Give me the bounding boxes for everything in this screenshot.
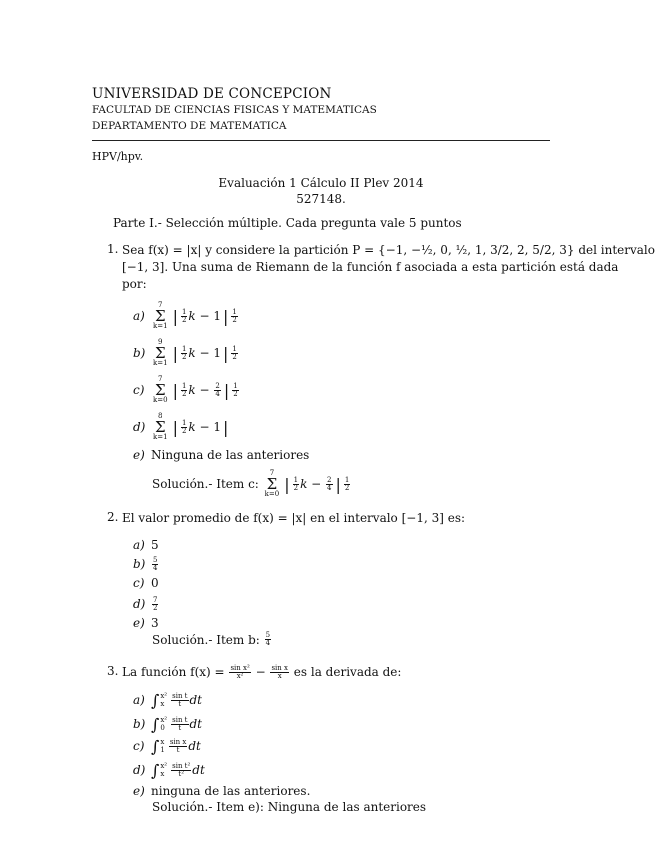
q3-option-e	[133, 781, 310, 801]
section-heading: Parte I.- Selección múltiple. Cada pregunta vale 5 puntos	[113, 216, 462, 230]
q3-number: 3.	[107, 664, 119, 678]
q2-text: El valor promedio de f(x) = |x| en el intervalo [−1, 3] es:	[122, 511, 466, 525]
exam-code: 527148.	[296, 192, 346, 206]
q3-text: La función f(x) = $\frac{\text{sin x²}}{\text{x²}}$ − $\frac{\text{sin x}}{x}$ es la derivada de:	[122, 664, 402, 680]
option-label: b)	[133, 346, 146, 360]
q2-number: 2.	[107, 510, 119, 524]
exam-title: Evaluación 1 Cálculo II Plev 2014	[218, 176, 424, 190]
q2-option-a-value: 5	[151, 538, 159, 552]
q1-number: 1.	[107, 242, 119, 256]
q2-option-c-value: 0	[151, 576, 159, 590]
q2-option-a	[133, 535, 159, 555]
option-label: c)	[133, 739, 145, 753]
q2-option-b: b) $\frac{5}{4}$	[133, 555, 158, 572]
q1-option-e-text: Ninguna de las anteriores	[151, 448, 310, 462]
q1-line1: Sea f(x) = |x| y considere la partición P = {−1, −½, 0, ½, 1, 3/2, 2, 5/2, 3} del intervalo	[122, 243, 655, 257]
q2-option-c	[133, 573, 159, 593]
q1-option-a: a) 7 Σ k=1 | $\frac{1}{2}$ k − 1 | $\frac{1}{2}$	[133, 301, 237, 330]
option-label: a)	[133, 309, 145, 323]
option-label: c)	[133, 576, 145, 590]
header-rule	[92, 140, 550, 141]
q2-option-d: d) $\frac{7}{2}$	[133, 595, 158, 612]
q3-solution: Solución.- Item e): Ninguna de las anteriores	[152, 800, 427, 814]
option-label: d)	[133, 420, 146, 434]
department-name: DEPARTAMENTO DE MATEMATICA	[92, 120, 287, 132]
option-label: c)	[133, 383, 145, 397]
q1-solution-label: Solución.- Item c:	[152, 477, 259, 491]
q3-option-c: c) ∫ x 1 $\frac{\text{sin x}}{t}$ dt	[133, 736, 201, 756]
option-label: e)	[133, 784, 145, 798]
q3-option-a: a) ∫ x² x $\frac{\text{sin t}}{t}$ dt	[133, 690, 203, 710]
faculty-name: FACULTAD DE CIENCIAS FISICAS Y MATEMATICAS	[92, 104, 377, 116]
option-label: e)	[133, 616, 145, 630]
option-label: b)	[133, 717, 146, 731]
option-label: a)	[133, 693, 145, 707]
option-label: e)	[133, 448, 145, 462]
q2-solution: Solución.- Item b: $\frac{5}{4}$	[152, 631, 271, 647]
option-label: a)	[133, 538, 145, 552]
q1-line2: [−1, 3]. Una suma de Riemann de la función f asociada a esta partición está dada	[122, 260, 619, 274]
q1-option-c: c) 7 Σ k=0 | $\frac{1}{2}$ k − $\frac{2}{4}$ | $\frac{1}{2}$	[133, 375, 238, 404]
option-label: d)	[133, 597, 146, 611]
q1-line3: por:	[122, 277, 147, 291]
q1-option-d: d) 8 Σ k=1 | $\frac{1}{2}$ k − 1 |	[133, 412, 229, 441]
q2-option-e-value: 3	[151, 616, 159, 630]
option-label: b)	[133, 557, 146, 571]
q3-text-post: es la derivada de:	[293, 665, 402, 679]
q1-option-e	[133, 445, 309, 465]
q3-option-b: b) ∫ x² 0 $\frac{\text{sin t}}{t}$ dt	[133, 714, 203, 734]
q3-option-d: d) ∫ x² x $\frac{\text{sin t²}}{\text{t²}}$ dt	[133, 760, 205, 780]
q1-solution: Solución.- Item c: 7 Σ k=0 | $\frac{1}{2}$ k − $\frac{2}{4}$ | $\frac{1}{2}$	[152, 469, 350, 498]
q3-option-e-text: ninguna de las anteriores.	[151, 784, 311, 798]
q2-option-e	[133, 613, 159, 633]
university-name: UNIVERSIDAD DE CONCEPCION	[92, 86, 332, 102]
author-initials: HPV/hpv.	[92, 150, 144, 163]
q2-solution-label: Solución.- Item b:	[152, 632, 260, 647]
q1-option-b: b) 9 Σ k=1 | $\frac{1}{2}$ k − 1 | $\frac{1}{2}$	[133, 338, 237, 367]
q3-text-pre: La función f(x) =	[122, 665, 225, 679]
option-label: d)	[133, 763, 146, 777]
